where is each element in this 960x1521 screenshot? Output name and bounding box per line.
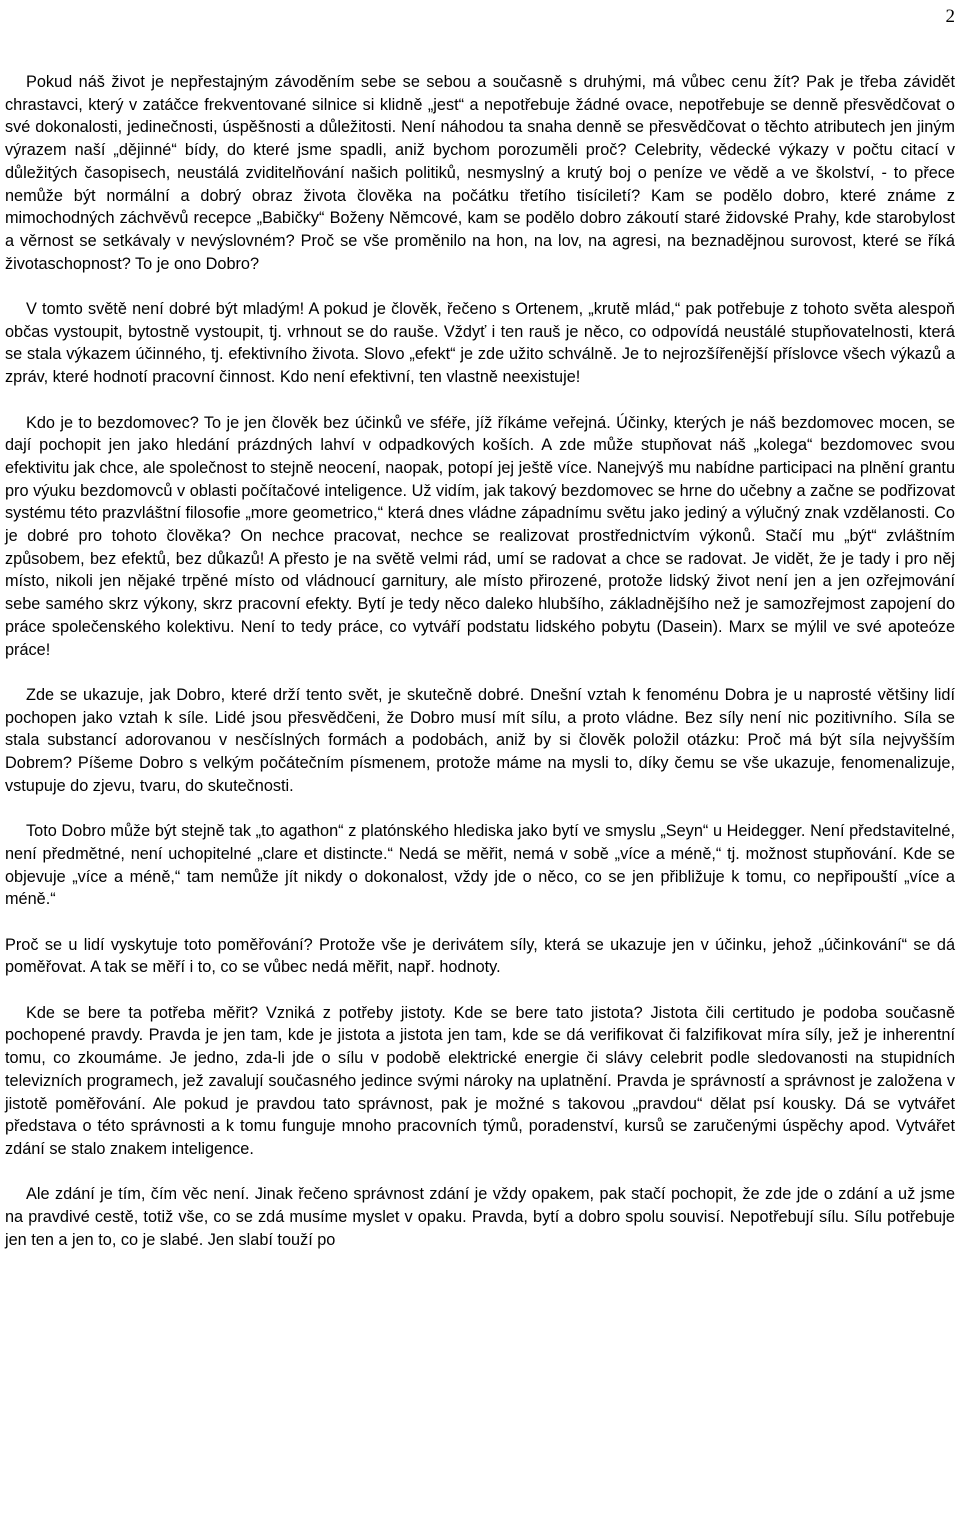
paragraph-5: Toto Dobro může být stejně tak „to agathon“ z platónského hlediska jako bytí ve smyslu „Seyn“ u Heidegger. Není představitelné, není předmětné, není uchopitelné „clare et distincte.“ Nedá se měřit, nemá v sobě „více a méně,“ tj. možnost stupňování. Kde se objevuje „více a méně,“ tam nemůže jít nikdy o dokonalost, vždy jde o něco, co se jen přibližuje k tomu, co nepřipouští „více a méně.“ — [5, 822, 955, 909]
paragraph-8: Ale zdání je tím, čím věc není. Jinak řečeno správnost zdání je vždy opakem, pak stačí pochopit, že zde jde o zdání a už jsme na pravdivé cestě, totiž vše, co se zdá musíme myslet v opaku. Pravda, bytí a dobro spolu souvisí. Nepotřebují sílu. Sílu potřebuje jen ten a jen to, co je slabé. Jen slabí touží po — [5, 1185, 955, 1249]
document-body — [5, 71, 955, 1251]
page-number: 2 — [945, 6, 955, 27]
paragraph-6: Proč se u lidí vyskytuje toto poměřování? Protože vše je derivátem síly, která se ukazuje jen v účinku, jehož „účinkování“ se dá poměřovat. A tak se měří i to, co se vůbec nedá měřit, např. hodnoty. — [5, 935, 955, 977]
paragraph-1: Pokud náš život je nepřestajným závoděním sebe se sebou a současně s druhými, má vůbec cenu žít? Pak je třeba závidět chrastavci, který v zatáčce frekventované silnice si klidně „jest“ a nepotřebuje žádné ovace, nepotřebuje se denně přesvědčovat o své dokonalosti, jedinečnosti, úspěšnosti a důležitosti. Není náhodou ta snaha denně se přesvědčovat o těchto atributech jen jiným výrazem naší „dějinné“ bídy, do které jsme spadli, aniž bychom porozuměli proč? Celebrity, vědecké výkazy v počtu citací v důležitých časopisech, neustálá zviditelňování našich politiků, nesmyslný a krutý boj o peníze ve vědě a ve školství, - to přece nemůže být normální a dobrý obraz života člověka na počátku třetího tisíciletí? Kam se podělo dobro, které známe z mimochodných záchvěvů recepce „Babičky“ Boženy Němcové, kam se podělo dobro zákoutí staré židovské Prahy, kde starobylost a věrnost se setkávaly v nevýslovném? Proč se vše proměnilo na hon, na lov, na agresi, na beznadějnou surovost, které se říká životaschopnost? To je ono Dobro? — [5, 73, 955, 273]
paragraph-2: V tomto světě není dobré být mladým! A pokud je člověk, řečeno s Ortenem, „krutě mlád,“ pak potřebuje z tohoto světa alespoň občas vystoupit, bytostně vystoupit, tj. vrhnout se do rauše. Vždyť i ten rauš je něco, co odpovídá neustálé stupňovatelnosti, která se stala výkazem účinného, tj. efektivního života. Slovo „efekt“ je zde užito schválně. Je to nejrozšířenější příslovce všech výkazů a zpráv, které hodnotí pracovní činnost. Kdo není efektivní, ten vlastně neexistuje! — [5, 300, 955, 387]
paragraph-3: Kdo je to bezdomovec? To je jen člověk bez účinků ve sféře, jíž říkáme veřejná. Účinky, kterých je náš bezdomovec mocen, se dají pochopit jen jako hledání prázdných lahví v odpadkových koších. A zde může stupňovat náš „kolega“ bezdomovec svou efektivitu jak chce, ale společnost to stejně neocení, naopak, potopí jej ještě více. Nanejvýš mu nabídne participaci na plnění grantu pro výuku bezdomovců v oblasti počítačové inteligence. Už vidím, jak takový bezdomovec se hrne do učebny a začne se podřizovat systému této prazvláštní filosofie „more geometrico,“ která dnes vládne západnímu světu jako jediný a výlučný znak vzdělanosti. Co je dobré pro tohoto člověka? On nechce pracovat, nechce se realizovat prostřednictvím výkonů. Stačí mu „být“ zvláštním způsobem, bez efektů, bez důkazů! A přesto je na světě velmi rád, umí se radovat a chce se radovat. Je vidět, že je tady i pro něj místo, nikoli jen nějaké trpěné místo od vládnoucí garnitury, ale místo přirozené, protože lidský život není jen a jen ozřejmování sebe samého skrz výkony, skrz pracovní efekty. Bytí je tedy něco daleko hlubšího, základnějšího než je samozřejmost zapojení do práce společenského kolektivu. Není to tedy práce, co vytváří podstatu lidského pobytu (Dasein). Marx se mýlil ve své apoteóze práce! — [5, 413, 955, 659]
paragraph-7: Kde se bere ta potřeba měřit? Vzniká z potřeby jistoty. Kde se bere tato jistota? Jistota čili certitudo je podoba současně pochopené pravdy. Pravda je jen tam, kde je jistota a jistota jen tam, kde se dá verifikovat či falzifikovat míra síly, jež je inherentní tomu, co zkoumáme. Je jedno, zda-li jde o sílu v podobě elektrické energie či slávy celebrit podle sledovanosti na stupidních televizních programech, jež zavalují současného jedince svými nároky na uplatnění. Pravda je správností a správnost je založena v jistotě poměřování. Ale pokud je pravdou tato správnost, pak je možné s takovou „pravdou“ dělat psí kousky. Dá se vytvářet představa o této správnosti a k tomu funguje mnoho pracovních týmů, poradenství, kursů se zaručenými úspěchy apod. Vytvářet zdání se stalo znakem inteligence. — [5, 1003, 955, 1158]
paragraph-4: Zde se ukazuje, jak Dobro, které drží tento svět, je skutečně dobré. Dnešní vztah k fenoménu Dobra je u naprosté většiny lidí pochopen jako vztah k síle. Lidé jsou přesvědčeni, že Dobro musí mít sílu, a proto vládne. Bez síly není nic pozitivního. Síla se stala substancí adorovanou v nesčíslných formách a podobách, aniž by si člověk položil otázku: Proč má být síla nejvyšším Dobrem? Píšeme Dobro s velkým počátečním písmenem, protože máme na mysli to, díky čemu se vše ukazuje, fenomenalizuje, vstupuje do zjevu, tvaru, do skutečnosti. — [5, 685, 955, 795]
